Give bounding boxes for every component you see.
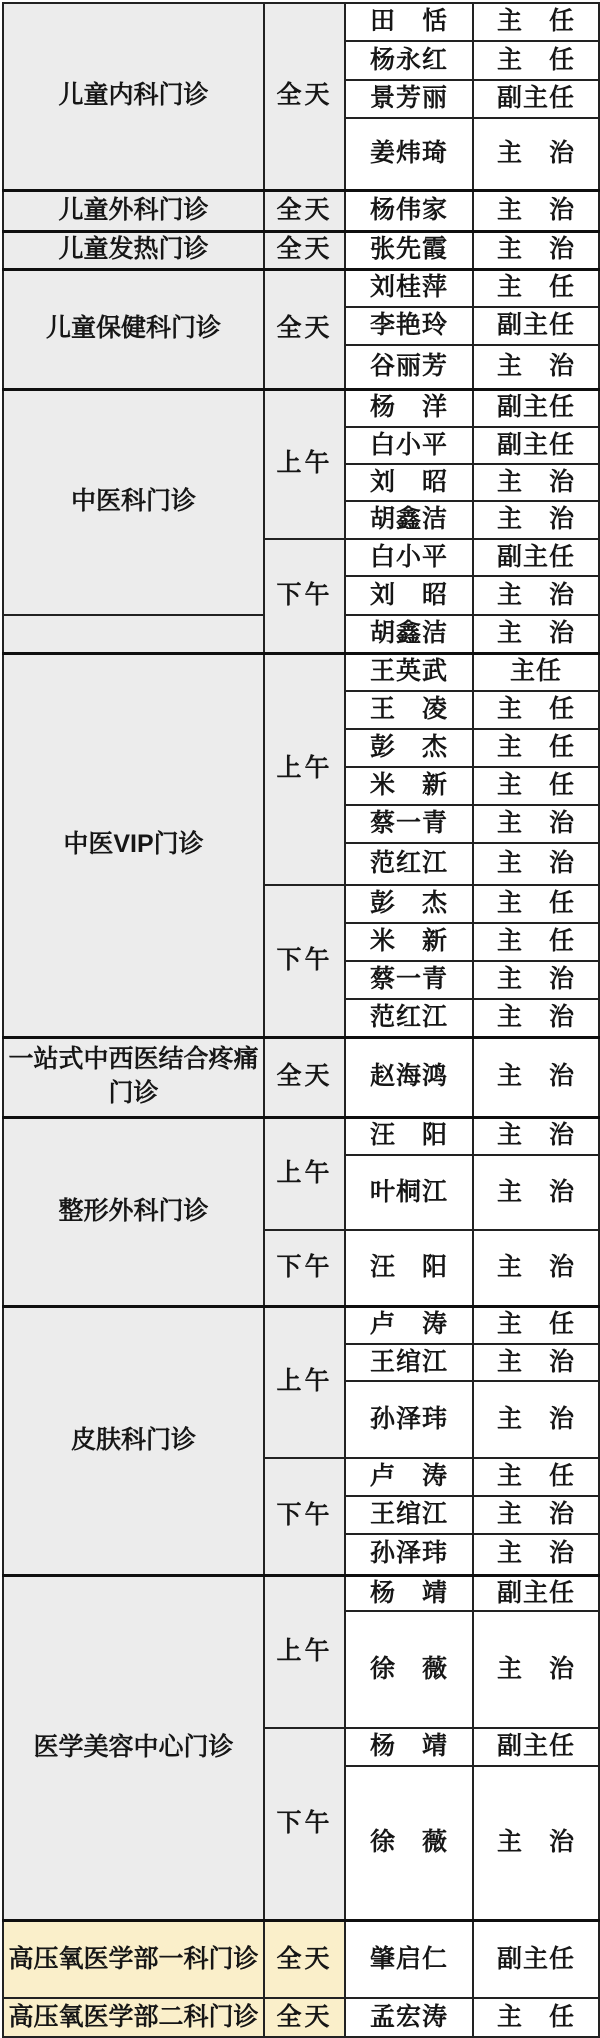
dept-cell: 一站式中西医结合疼痛门诊 [3,1037,264,1117]
doctor-name-cell: 卢 涛 [345,1306,473,1344]
doctor-title-cell: 主 任 [473,691,599,729]
doctor-name-cell: 范红江 [345,999,473,1037]
doctor-title-cell: 主 治 [473,576,599,615]
dept-cell: 儿童内科门诊 [3,3,264,190]
time-cell: 上午 [264,1575,345,1728]
dept-cell: 中医科门诊 [3,389,264,615]
schedule-row [3,1117,599,1155]
time-cell: 上午 [264,389,345,539]
doctor-name-cell: 王绾江 [345,1344,473,1381]
doctor-title-cell: 主 治 [473,1534,599,1575]
doctor-name-cell: 彭 杰 [345,885,473,923]
dept-cell: 高压氧医学部二科门诊 [3,1998,264,2037]
doctor-name-cell: 张先霞 [345,231,473,269]
time-cell: 上午 [264,1306,345,1458]
doctor-title-cell: 主 治 [473,1381,599,1458]
schedule-row [3,3,599,41]
doctor-title-cell: 主 治 [473,1117,599,1155]
doctor-title-cell: 主 任 [473,885,599,923]
doctor-name-cell: 景芳丽 [345,80,473,118]
schedule-row [3,389,599,427]
doctor-name-cell: 白小平 [345,427,473,464]
time-cell: 全天 [264,3,345,190]
schedule-row [3,653,599,691]
time-cell: 全天 [264,1037,345,1117]
doctor-title-cell: 主 治 [473,1155,599,1230]
doctor-name-cell: 刘桂萍 [345,269,473,307]
doctor-name-cell: 徐 薇 [345,1611,473,1728]
doctor-title-cell: 主 治 [473,118,599,190]
doctor-title-cell: 主 治 [473,1230,599,1306]
doctor-name-cell: 王英武 [345,653,473,691]
doctor-title-cell: 主 治 [473,231,599,269]
doctor-title-cell: 主 任 [473,41,599,80]
doctor-title-cell: 主 任 [473,1998,599,2037]
doctor-title-cell: 主 治 [473,1766,599,1920]
doctor-title-cell: 副主任 [473,1728,599,1766]
doctor-name-cell: 田 恬 [345,3,473,41]
doctor-title-cell: 主 任 [473,1458,599,1496]
schedule-row [3,1998,599,2037]
doctor-name-cell: 肇启仁 [345,1920,473,1998]
schedule-row [3,1306,599,1344]
doctor-name-cell: 李艳玲 [345,307,473,345]
doctor-name-cell: 姜炜琦 [345,118,473,190]
doctor-name-cell: 王绾江 [345,1496,473,1534]
doctor-name-cell: 杨伟家 [345,190,473,231]
time-cell: 全天 [264,231,345,269]
doctor-title-cell: 副主任 [473,539,599,576]
schedule-row [3,1575,599,1611]
time-cell: 全天 [264,1998,345,2037]
doctor-name-cell: 卢 涛 [345,1458,473,1496]
doctor-name-cell: 杨 靖 [345,1728,473,1766]
dept-cell: 整形外科门诊 [3,1117,264,1306]
time-cell: 下午 [264,539,345,653]
doctor-title-cell: 副主任 [473,427,599,464]
outpatient-schedule-table [2,2,600,2038]
doctor-title-cell: 主 治 [473,190,599,231]
schedule-row [3,231,599,269]
doctor-title-cell: 主 治 [473,999,599,1037]
doctor-title-cell: 副主任 [473,1575,599,1611]
doctor-name-cell: 米 新 [345,767,473,805]
time-cell: 上午 [264,653,345,885]
doctor-title-cell: 主任 [473,653,599,691]
doctor-name-cell: 杨永红 [345,41,473,80]
doctor-title-cell: 主 治 [473,805,599,843]
doctor-name-cell: 叶桐江 [345,1155,473,1230]
doctor-name-cell: 孙泽玮 [345,1381,473,1458]
doctor-title-cell: 主 任 [473,1306,599,1344]
doctor-name-cell: 蔡一青 [345,805,473,843]
doctor-name-cell: 胡鑫洁 [345,501,473,539]
doctor-title-cell: 主 治 [473,615,599,653]
dept-cell-empty [3,615,264,653]
doctor-name-cell: 赵海鸿 [345,1037,473,1117]
doctor-name-cell: 孟宏涛 [345,1998,473,2037]
dept-cell: 儿童保健科门诊 [3,269,264,389]
doctor-title-cell: 主 治 [473,961,599,999]
doctor-title-cell: 副主任 [473,80,599,118]
doctor-name-cell: 汪 阳 [345,1230,473,1306]
schedule-row [3,269,599,307]
doctor-title-cell: 主 治 [473,843,599,885]
time-cell: 下午 [264,1728,345,1920]
doctor-name-cell: 谷丽芳 [345,345,473,389]
schedule-row [3,190,599,231]
schedule-row [3,1920,599,1998]
doctor-title-cell: 主 治 [473,501,599,539]
doctor-title-cell: 主 任 [473,729,599,767]
time-cell: 下午 [264,885,345,1037]
doctor-title-cell: 主 治 [473,1344,599,1381]
doctor-name-cell: 刘 昭 [345,464,473,501]
time-cell: 全天 [264,269,345,389]
dept-cell: 高压氧医学部一科门诊 [3,1920,264,1998]
doctor-name-cell: 王 凌 [345,691,473,729]
doctor-title-cell: 主 治 [473,1611,599,1728]
doctor-name-cell: 彭 杰 [345,729,473,767]
time-cell: 全天 [264,1920,345,1998]
doctor-title-cell: 主 任 [473,923,599,961]
time-cell: 上午 [264,1117,345,1230]
time-cell: 全天 [264,190,345,231]
dept-cell: 儿童外科门诊 [3,190,264,231]
doctor-name-cell: 汪 阳 [345,1117,473,1155]
dept-cell: 中医VIP门诊 [3,653,264,1037]
doctor-title-cell: 副主任 [473,389,599,427]
doctor-name-cell: 白小平 [345,539,473,576]
doctor-title-cell: 主 任 [473,269,599,307]
doctor-title-cell: 主 治 [473,1496,599,1534]
doctor-name-cell: 杨 洋 [345,389,473,427]
doctor-title-cell: 主 任 [473,767,599,805]
dept-cell: 儿童发热门诊 [3,231,264,269]
schedule-row [3,1037,599,1117]
doctor-title-cell: 副主任 [473,307,599,345]
doctor-title-cell: 副主任 [473,1920,599,1998]
doctor-name-cell: 胡鑫洁 [345,615,473,653]
doctor-title-cell: 主 治 [473,345,599,389]
doctor-name-cell: 徐 薇 [345,1766,473,1920]
dept-cell: 皮肤科门诊 [3,1306,264,1575]
doctor-name-cell: 范红江 [345,843,473,885]
doctor-title-cell: 主 任 [473,3,599,41]
dept-cell: 医学美容中心门诊 [3,1575,264,1920]
doctor-title-cell: 主 治 [473,1037,599,1117]
time-cell: 下午 [264,1230,345,1306]
doctor-name-cell: 孙泽玮 [345,1534,473,1575]
doctor-name-cell: 蔡一青 [345,961,473,999]
doctor-name-cell: 刘 昭 [345,576,473,615]
time-cell: 下午 [264,1458,345,1575]
doctor-title-cell: 主 治 [473,464,599,501]
doctor-name-cell: 杨 靖 [345,1575,473,1611]
doctor-name-cell: 米 新 [345,923,473,961]
